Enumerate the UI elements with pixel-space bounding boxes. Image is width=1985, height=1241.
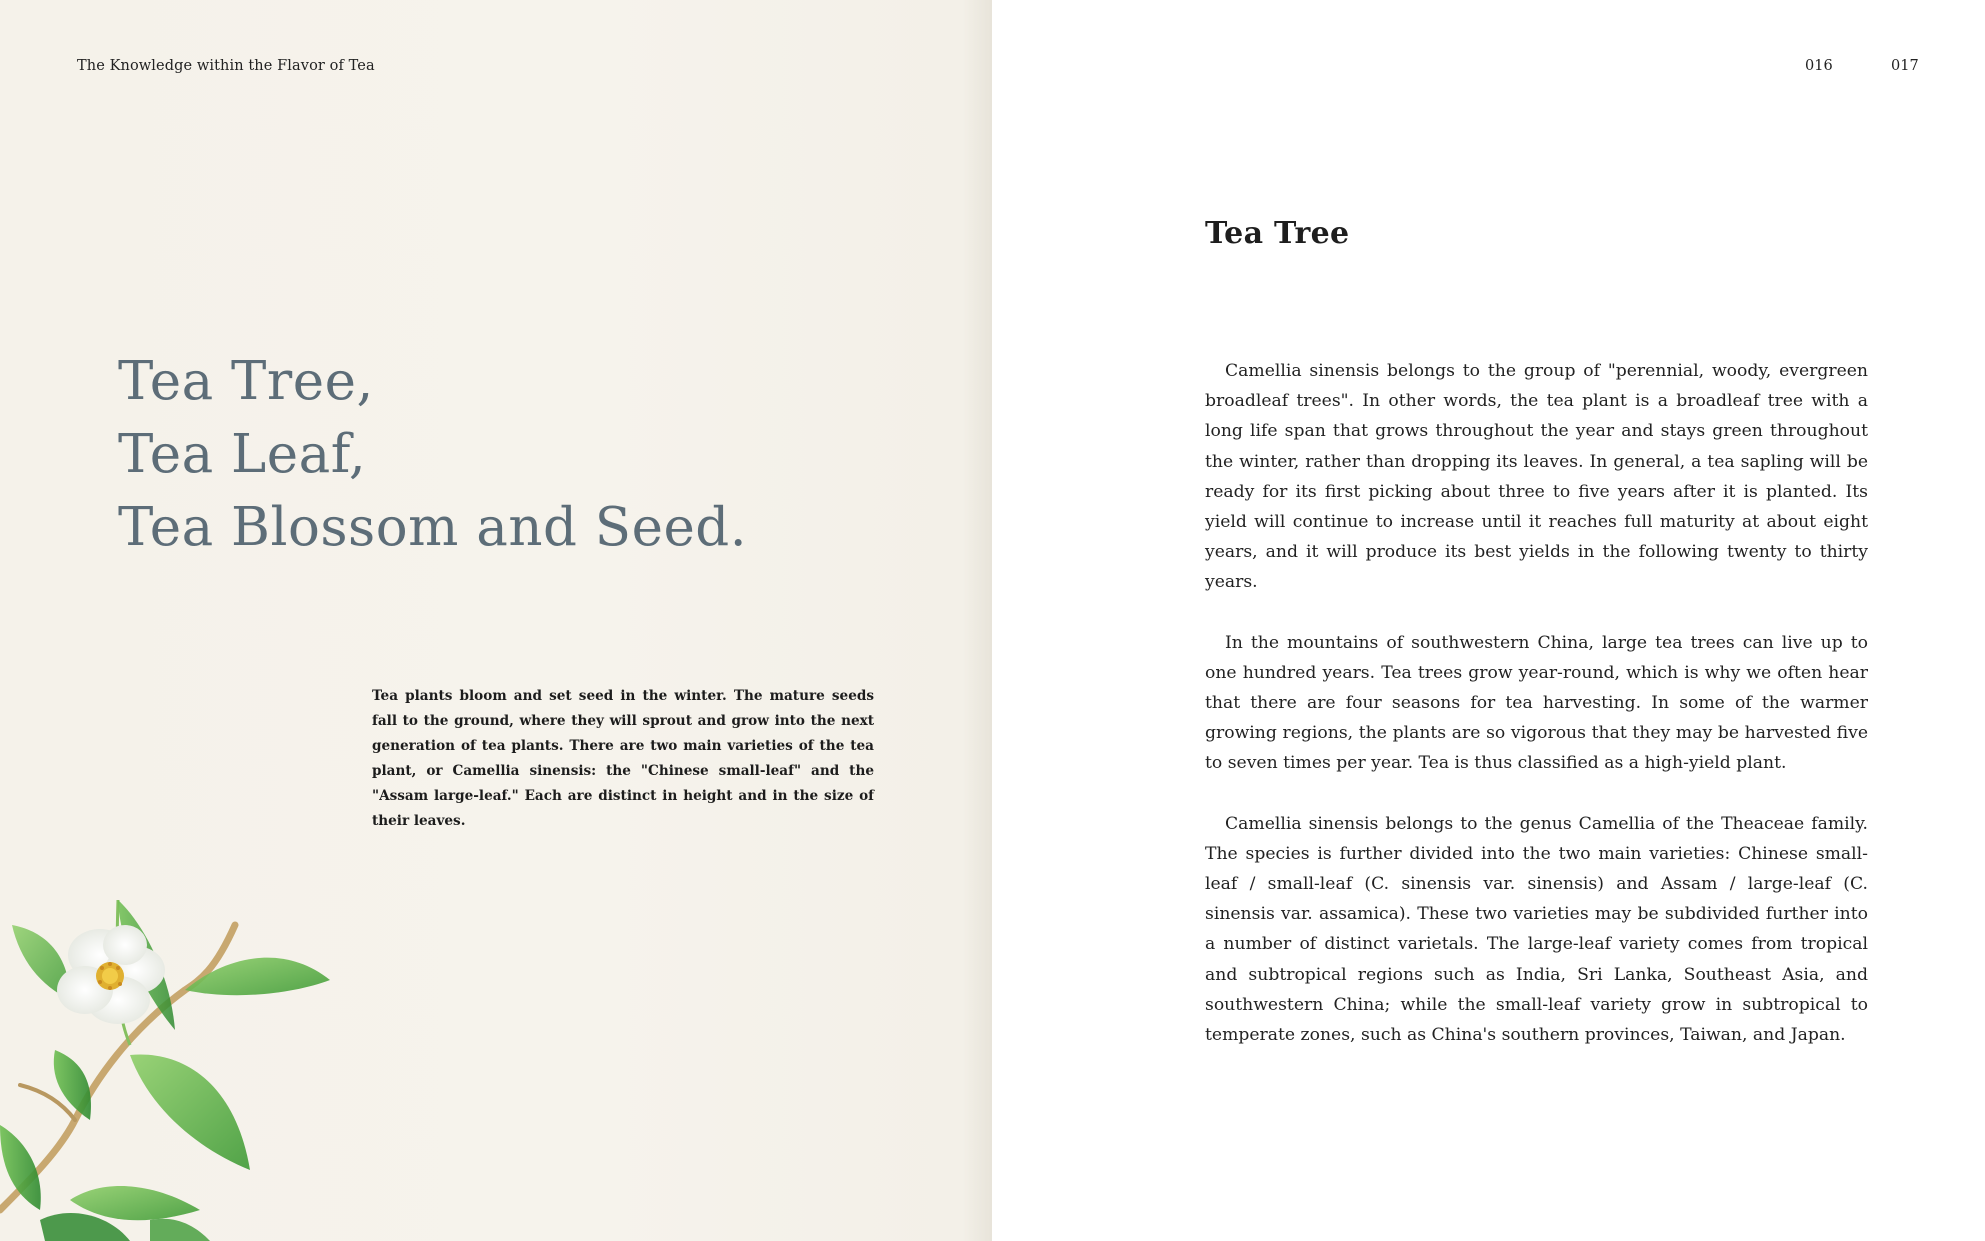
body-paragraph: Camellia sinensis belongs to the group of "perennial, woody, evergreen broadleaf trees". In other words, the tea plant is a broadleaf tree with a long life span that grows throughout the year and stays green throughout the winter, rather than dropping its leaves. In general, a tea sapling will be ready for its first picking about three to five years after it is planted. Its yield will continue to increase until it reaches full maturity at about eight years, and it will produce its best yields in the following twenty to thirty years. (1205, 361, 1868, 593)
body-paragraph: In the mountains of southwestern China, large tea trees can live up to one hundred years. Tea trees grow year-round, which is why we often hear that there are four seasons for tea harvesting. In some of the warmer growing regions, the plants are so vigorous that they may be harvested five to seven times per year. Tea is thus classified as a high-yield plant. (1205, 632, 1868, 774)
page-number-right: 017 (1891, 58, 1919, 74)
body-paragraph: Camellia sinensis belongs to the genus Camellia of the Theaceae family. The species is further divided into the two main varieties: Chinese small-leaf / small-leaf (C. sinensis var. sinensis) and Assam / large-leaf (C. sinensis var. assamica). These two varieties may be subdivided further into a number of distinct varietals. The large-leaf variety comes from tropical and subtropical regions such as India, Sri Lanka, Southeast Asia, and southwestern China; while the small-leaf variety grow in subtropical to temperate zones, such as China's southern provinces, Taiwan, and Japan. (1205, 813, 1868, 1046)
running-head: The Knowledge within the Flavor of Tea (77, 58, 375, 74)
left-page (0, 0, 992, 1241)
chapter-title-line: Tea Leaf, (118, 424, 367, 485)
section-title: Tea Tree (1205, 216, 1350, 251)
lede-paragraph: Tea plants bloom and set seed in the winter. The mature seeds fall to the ground, where they will sprout and grow into the next generation of tea plants. There are two main varieties of the tea plant, or Camellia sinensis: the "Chinese small-leaf" and the "Assam large-leaf." Each are distinct in height and in the size of their leaves. (372, 688, 874, 829)
chapter-title-line: Tea Blossom and Seed. (118, 497, 748, 558)
camellia-flower (57, 925, 165, 1024)
tea-blossom-illustration (0, 880, 340, 1241)
chapter-title (118, 345, 747, 564)
chapter-title-line: Tea Tree, (118, 351, 374, 412)
body-text (1205, 356, 1868, 1080)
page-number-left: 016 (1805, 58, 1833, 74)
